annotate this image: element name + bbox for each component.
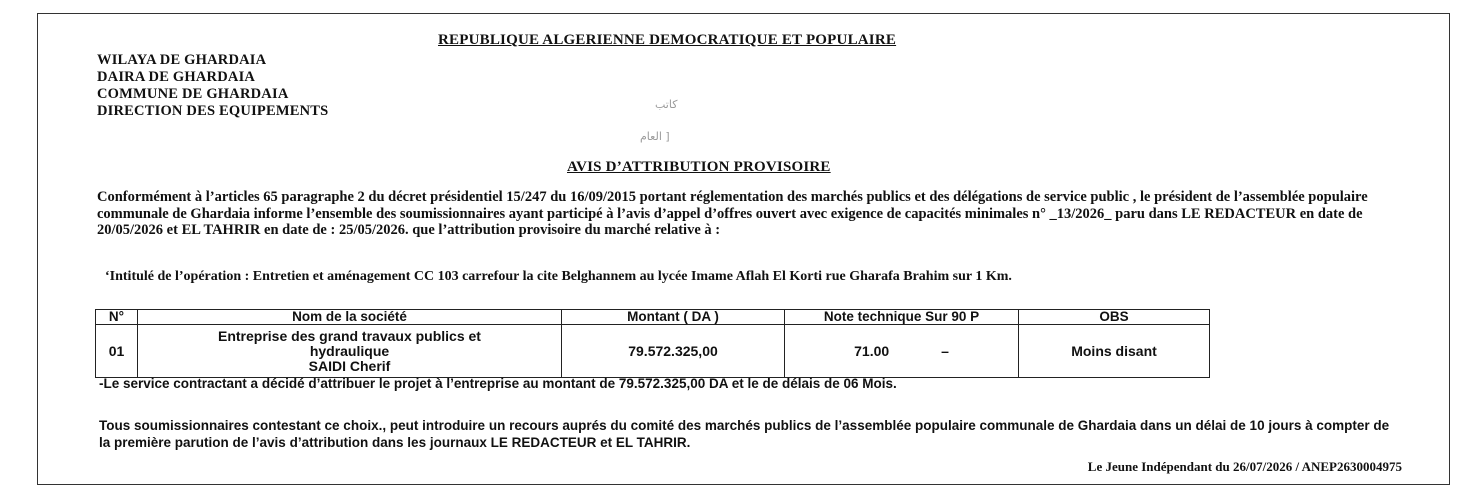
issuer-line-daira: DAIRA DE GHARDAIA bbox=[97, 69, 256, 85]
header-amount: Montant ( DA ) bbox=[562, 310, 785, 325]
cell-no: 01 bbox=[96, 325, 138, 378]
faint-stamp-line-1: كاتب bbox=[655, 98, 678, 111]
header-obs: OBS bbox=[1019, 310, 1210, 325]
cell-obs: Moins disant bbox=[1019, 325, 1210, 378]
company-line-1: Entreprise des grand travaux publics et bbox=[218, 327, 481, 344]
company-line-2: hydraulique bbox=[309, 342, 390, 359]
decision-statement: -Le service contractant a décidé d’attribuer le projet à l’entreprise au montant de 79.572.325,00 DA et le de délais de 06 Mois. bbox=[99, 376, 897, 391]
cell-note bbox=[785, 325, 1019, 378]
table-row bbox=[96, 325, 1210, 378]
attribution-table bbox=[95, 309, 1210, 378]
header-no: N° bbox=[96, 310, 138, 325]
issuer-line-wilaya: WILAYA DE GHARDAIA bbox=[97, 52, 267, 68]
publication-footer: Le Jeune Indépendant du 26/07/2026 / ANEP2630004975 bbox=[1087, 459, 1402, 474]
intro-paragraph: Conformément à l’articles 65 paragraphe 2 du décret présidentiel 15/247 du 16/09/2015 portant réglementation des marchés publics et des délégations de service public , le président de l’assemblée populaire communale de Ghardaia informe l’ensemble des soumissionnaires ayant participé à l’avis d’appel d’offres ouvert avec exigence de capacités minimales n° _13/2026_ paru dans LE REDACTEUR en date de 20/05/2026 et EL TAHRIR en date de : 25/05/2026. que l’attribution provisoire du marché relative à : bbox=[97, 189, 1368, 238]
faint-stamp-line-2: العام ] bbox=[640, 130, 670, 143]
company-line-3: SAIDI Cherif bbox=[308, 357, 391, 374]
notice-title: AVIS D’ATTRIBUTION PROVISOIRE bbox=[567, 159, 831, 175]
operation-title: ‘Intitulé de l’opération : Entretien et aménagement CC 103 carrefour la cite Belghannem au lycée Imame Aflah El Korti rue Gharafa Brahim sur 1 Km. bbox=[105, 269, 1012, 284]
header-note: Note technique Sur 90 P bbox=[785, 310, 1019, 325]
republic-heading: REPUBLIQUE ALGERIENNE DEMOCRATIQUE ET POPULAIRE bbox=[438, 32, 897, 48]
header-company: Nom de la société bbox=[138, 310, 562, 325]
issuer-block bbox=[97, 52, 328, 120]
table-header-row bbox=[96, 310, 1210, 325]
issuer-line-commune: COMMUNE DE GHARDAIA bbox=[97, 86, 289, 102]
cell-amount: 79.572.325,00 bbox=[562, 325, 785, 378]
appeal-paragraph: Tous soumissionnaires contestant ce choix., peut introduire un recours auprés du comité des marchés publics de l’assemblée populaire communale de Ghardaia dans un délai de 10 jours à compter de la première parution de l’avis d’attribution dans les journaux LE REDACTEUR et EL TAHRIR. bbox=[99, 418, 1390, 450]
issuer-line-direction: DIRECTION DES EQUIPEMENTS bbox=[97, 103, 329, 119]
note-dash: – bbox=[941, 342, 949, 359]
note-value: 71.00 bbox=[854, 342, 890, 359]
cell-company bbox=[138, 325, 562, 378]
